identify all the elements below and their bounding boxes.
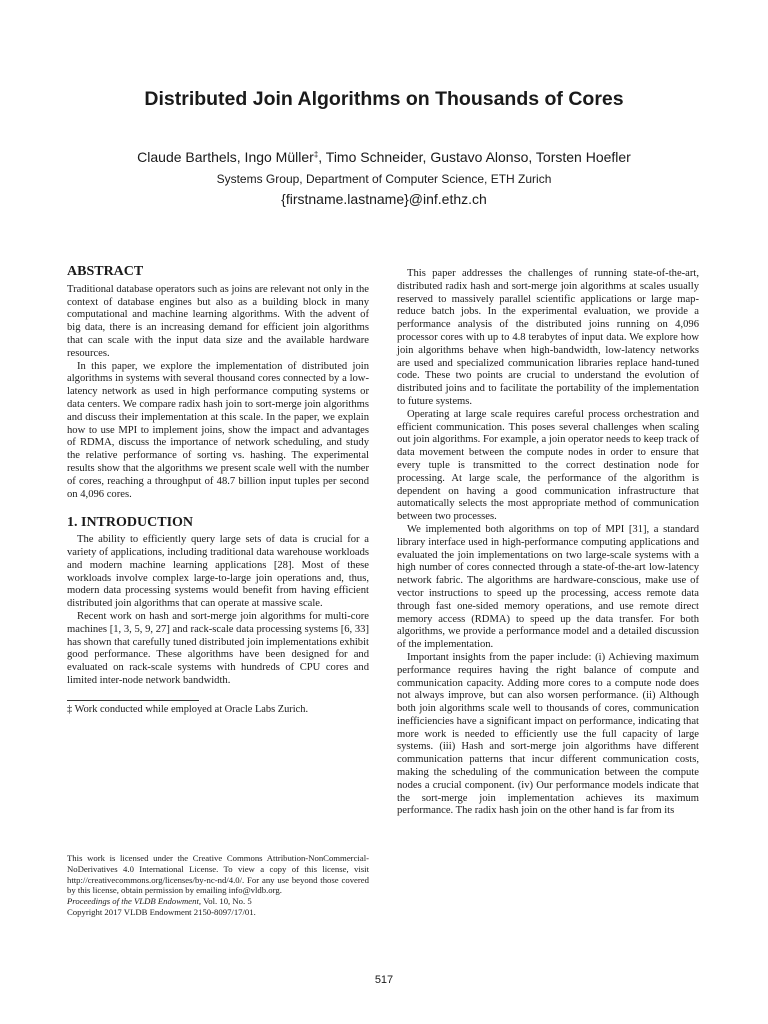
introduction-heading: 1. INTRODUCTION [67,515,194,531]
abstract-heading: ABSTRACT [67,264,144,279]
authors-part-1: Claude Barthels, Ingo Müller [137,149,314,165]
proceedings-title: Proceedings of the VLDB Endowment, [67,896,202,907]
abstract-paragraph: Traditional database operators such as joins are relevant not only in the context of database engines but also as a building block in many computational and machine learning algorithms. With the advent of big data, there is an increasing demand for efficient join algorithms that can scale with the input data size and the available hardware resources. [67,283,369,359]
author-list [0,149,768,165]
right-column [397,268,699,818]
author-email: {firstname.lastname}@inf.ethz.ch [281,191,487,207]
authors-part-2: , Timo Schneider, Gustavo Alonso, Torsten Hoefler [318,149,631,165]
body-paragraph: Operating at large scale requires careful process orchestration and efficient communication. This poses several challenges when scaling out join algorithms. For example, a join operator needs to keep track of data movement between the compute nodes in order to ensure that every tuple is transmitted to the correct destination node for processing. At large scale, the performance of the algorithm is dependent on having a good communication infrastructure that automatically selects the most appropriate method of communication between two processes. [397,408,699,523]
license-block [67,853,369,918]
proceedings-line [67,896,369,907]
page-number: 517 [374,974,394,986]
body-paragraph: Important insights from the paper include: (i) Achieving maximum performance requires having the right balance of compute and communication capacity. Adding more cores to a compute node does not always improve, but can also worsen performance. (ii) Although both join algorithms scale well to thousands of cores, communication inefficiencies have a significant impact on performance, indicating that more work is needed to efficiently use the full capacity of large systems. (iii) Hash and sort-merge join algorithms have different communication patterns that incur different communication costs, making the scheduling of the communication between the compute nodes a crucial component. (iv) Our performance models indicate that the sort-merge join implementation achieves its maximum performance. The radix hash join on the other hand is far from its [397,651,699,817]
paper-title: Distributed Join Algorithms on Thousands of Cores [144,88,624,110]
introduction-paragraph: The ability to efficiently query large sets of data is crucial for a variety of applications, including traditional data warehouse workloads and modern machine learning applications [28]. Most of these workloads involve complex large-to-large join operations and, thus, modern data processing systems would benefit from having efficient distributed join algorithms that can operate at massive scale. [67,534,369,610]
license-text: This work is licensed under the Creative Commons Attribution-NonCommercial-NoDerivatives 4.0 International License. To view a copy of this license, visit http://creativecommons.org/licenses/by-nc-nd/4.0/. For any use beyond those covered by this license, obtain permission by emailing info@vldb.org. [67,853,369,896]
dagger-mark: ‡ [313,150,319,159]
copyright-line: Copyright 2017 VLDB Endowment 2150-8097/17/01. [67,906,256,917]
body-paragraph: We implemented both algorithms on top of MPI [31], a standard library interface used in high-performance computing applications and evaluated the join implementations on two large-scale systems with a high number of cores connected through a state-of-the-art low-latency network fabric. The algorithms are hardware-conscious, make use of vector instructions to speed up the processing, access remote data through fast one-sided memory operations, and use remote direct memory access (RDMA) to speed up the data transfer. For both algorithms, we provide a performance model and a detailed discussion of the implementation. [397,523,699,651]
proceedings-volume: Vol. 10, No. 5 [201,896,252,907]
left-column [67,266,369,717]
body-paragraph: This paper addresses the challenges of running state-of-the-art, distributed radix hash and sort-merge join algorithms at scales usually reserved to massively parallel scientific applications or large map-reduce batch jobs. In the experimental evaluation, we provide a performance analysis of the distributed joins running on 4,096 processor cores with up to 4.8 terabytes of input data. We explore how join algorithms behave when high-bandwidth, low-latency networks are used and specialized communication libraries replace hand-tuned code. These two points are crucial to understand the evolution of distributed joins and to facilitate the portability of the implementation to future systems. [397,268,699,407]
footnote: ‡ Work conducted while employed at Oracle Labs Zurich. [67,703,309,715]
introduction-paragraph: Recent work on hash and sort-merge join algorithms for multi-core machines [1, 3, 5, 9, 27] and rack-scale data processing systems [6, 33] has shown that carefully tuned distributed join implementations exhibit good performance. These algorithms have been designed for and evaluated on rack-scale systems with hundreds of CPU cores and limited inter-node network bandwidth. [67,610,369,686]
affiliation: Systems Group, Department of Computer Science, ETH Zurich [216,172,552,186]
footnote-rule [67,700,199,701]
abstract-paragraph: In this paper, we explore the implementation of distributed join algorithms in systems with several thousand cores connected by a low-latency network as used in high performance computing systems or data centers. We compare radix hash join to sort-merge join algorithms and discuss their implementation at this scale. In the paper, we explain how to use MPI to implement joins, show the impact and advantages of RDMA, discuss the importance of network scheduling, and study the relative performance of sorting vs. hashing. The experimental results show that the algorithms we present scale well with the number of cores, reaching a throughput of 48.7 billion input tuples per second on 4,096 cores. [67,360,369,500]
